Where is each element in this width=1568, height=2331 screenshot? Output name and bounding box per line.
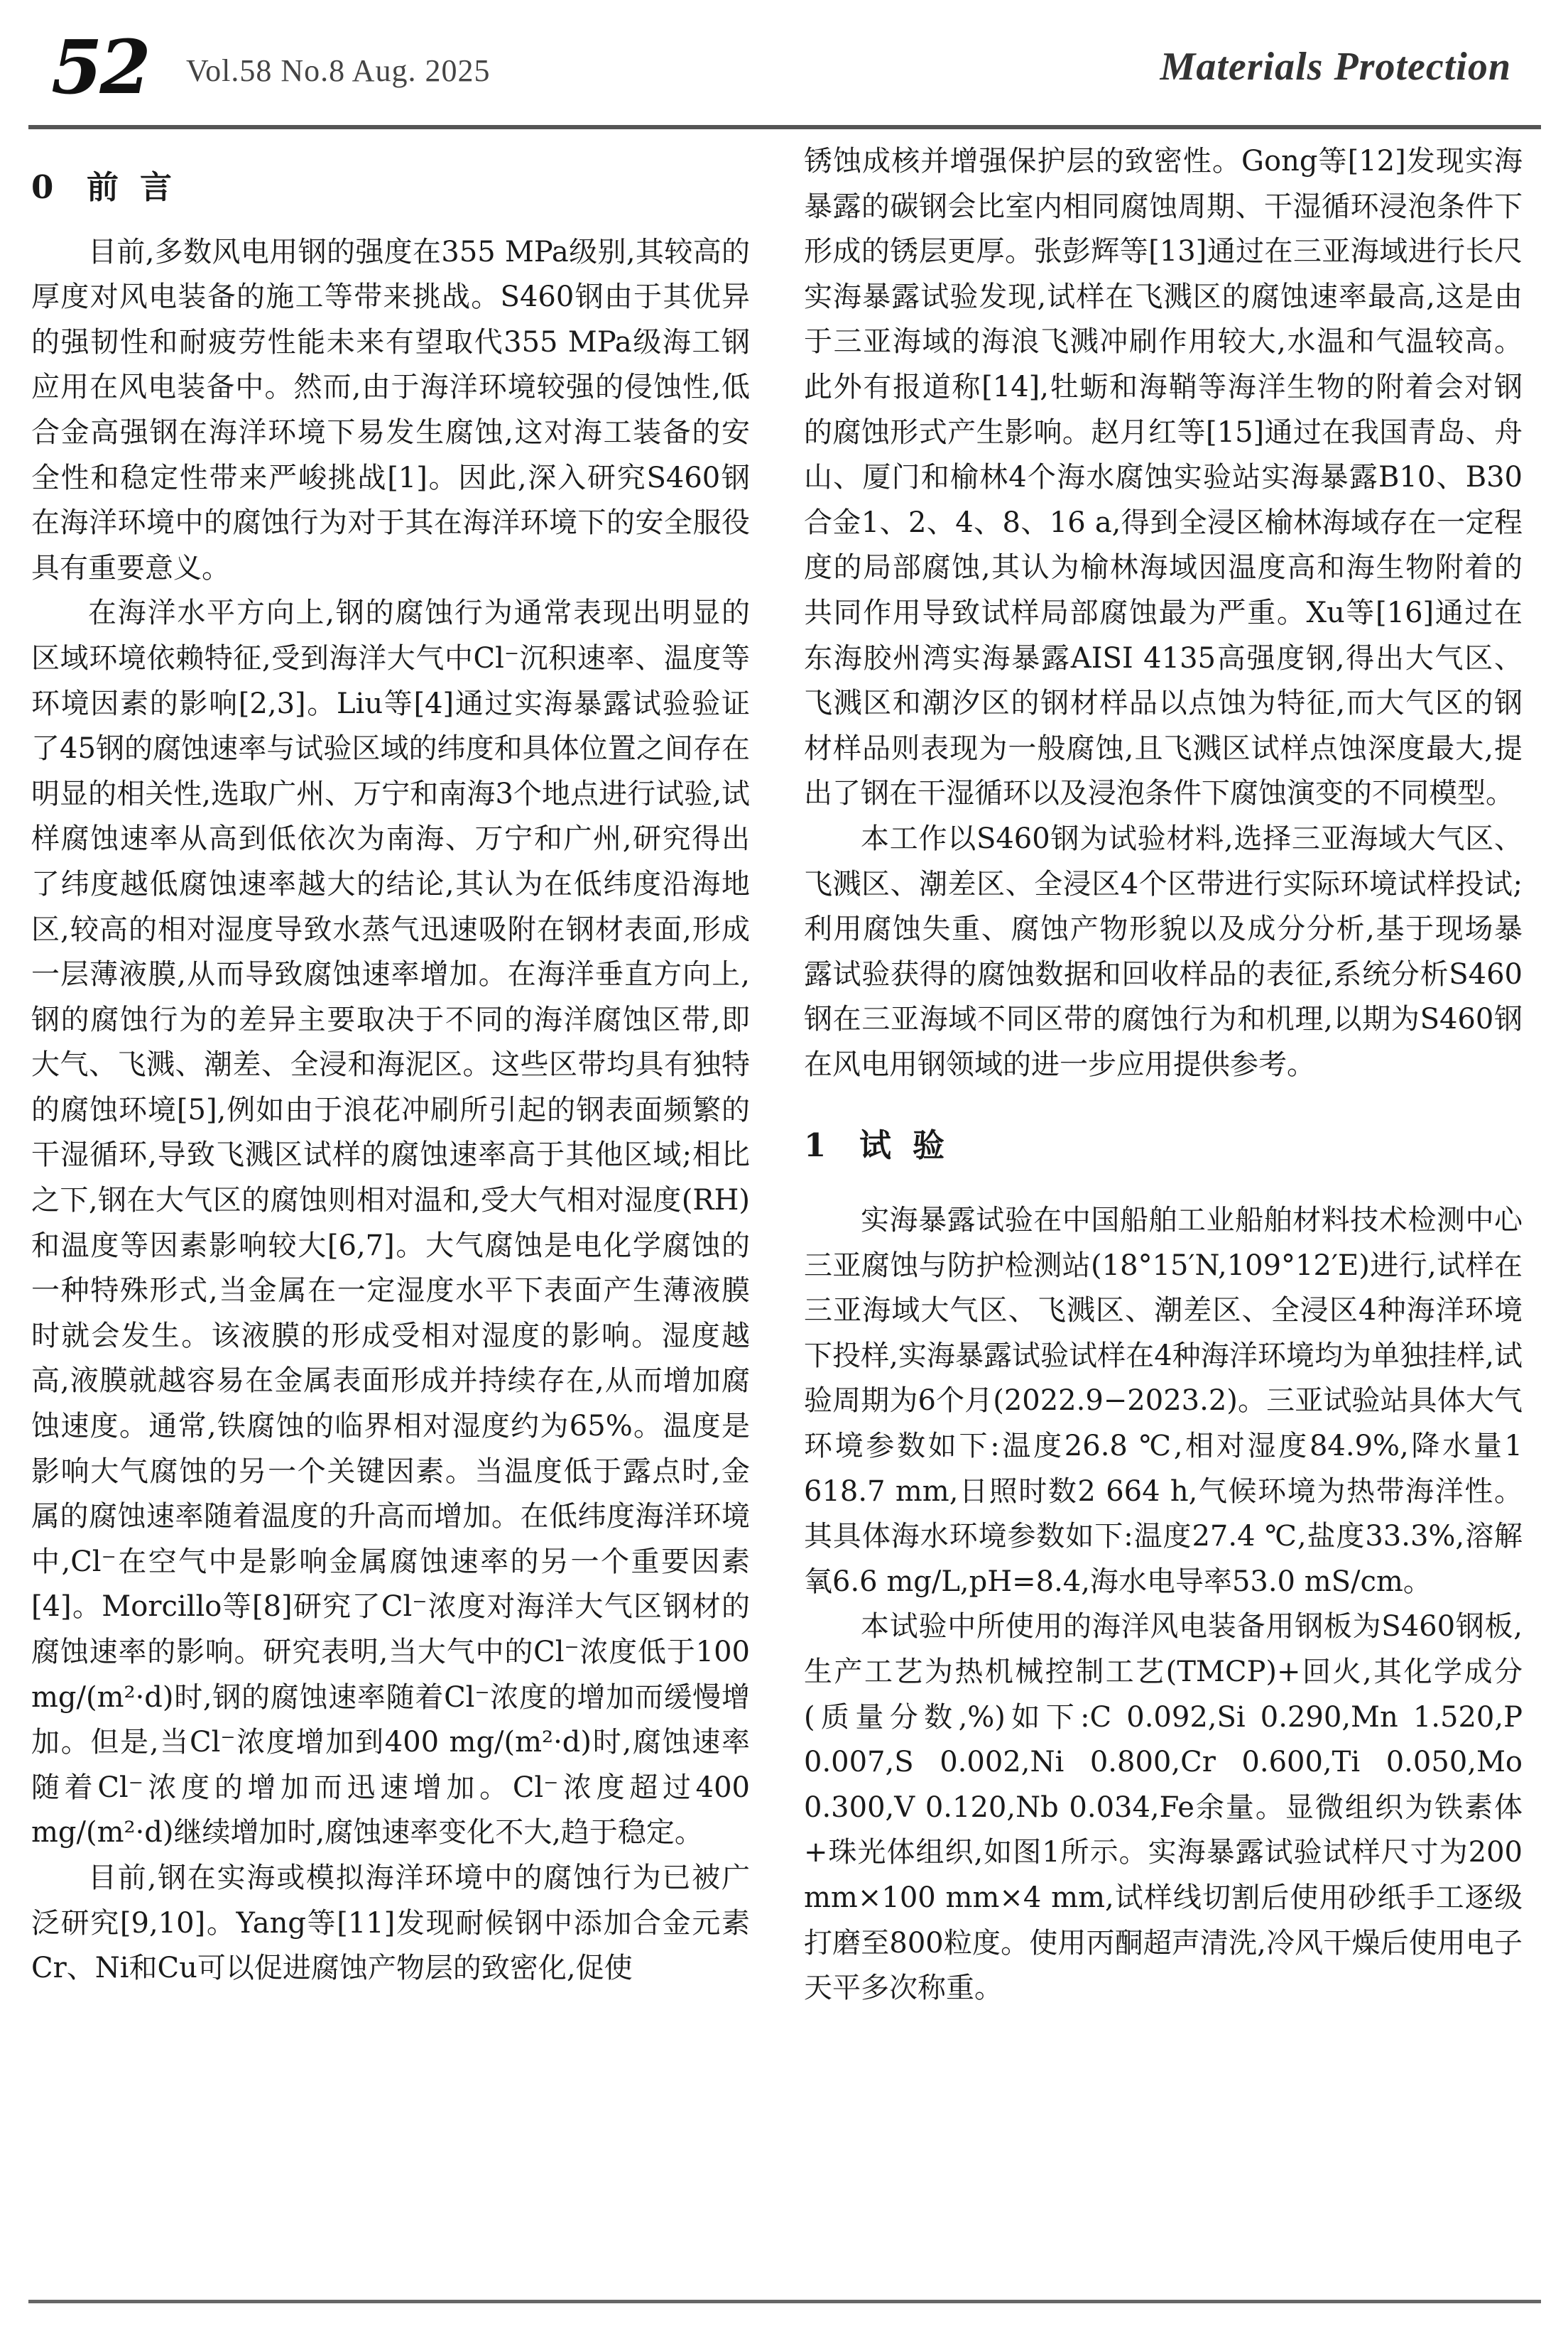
paragraph-continued: 锈蚀成核并增强保护层的致密性。Gong等[12]发现实海暴露的碳钢会比室内相同腐蚀周期、干湿循环浸泡条件下形成的锈层更厚。张彭辉等[13]通过在三亚海域进行长尺实海暴露试验发现,试样在飞溅区的腐蚀速率最高,这是由于三亚海域的海浪飞溅冲刷作用较大,水温和气温较高。此外有报道称[14],牡蛎和海鞘等海洋生物的附着会对钢的腐蚀形式产生影响。赵月红等[15]通过在我国青岛、舟山、厦门和榆林4个海水腐蚀实验站实海暴露B10、B30合金1、2、4、8、16 a,得到全浸区榆林海域存在一定程度的局部腐蚀,其认为榆林海域因温度高和海生物附着的共同作用导致试样局部腐蚀最为严重。Xu等[16]通过在东海胶州湾实海暴露AISI 4135高强度钢,得出大气区、飞溅区和潮汐区的钢材样品以点蚀为特征,而大气区的钢材样品则表现为一般腐蚀,且飞溅区试样点蚀深度最大,提出了钢在干湿循环以及浸泡条件下腐蚀演变的不同模型。	[804, 145, 1523, 810]
section-title: 试验	[859, 1126, 967, 1165]
section-title: 前言	[87, 168, 194, 206]
section-heading-intro	[31, 165, 750, 210]
footer-rule	[28, 2300, 1541, 2303]
section-number: 0	[31, 168, 54, 206]
paragraph: 本工作以S460钢为试验材料,选择三亚海域大气区、飞溅区、潮差区、全浸区4个区带进行实际环境试样投试;利用腐蚀失重、腐蚀产物形貌以及成分分析,基于现场暴露试验获得的腐蚀数据和回收样品的表征,系统分析S460钢在三亚海域不同区带的腐蚀行为和机理,以期为S460钢在风电用钢领域的进一步应用提供参考。	[804, 822, 1523, 1081]
section-heading-experiment	[804, 1123, 1523, 1168]
paragraph: 目前,多数风电用钢的强度在355 MPa级别,其较高的厚度对风电装备的施工等带来挑战。S460钢由于其优异的强韧性和耐疲劳性能未来有望取代355 MPa级海工钢应用在风电装备中。然而,由于海洋环境较强的侵蚀性,低合金高强钢在海洋环境下易发生腐蚀,这对海工装备的安全性和稳定性带来严峻挑战[1]。因此,深入研究S460钢在海洋环境中的腐蚀行为对于其在海洋环境下的安全服役具有重要意义。	[31, 235, 750, 585]
paragraph: 实海暴露试验在中国船舶工业船舶材料技术检测中心三亚腐蚀与防护检测站(18°15′N,109°12′E)进行,试样在三亚海域大气区、飞溅区、潮差区、全浸区4种海洋环境下投样,实海暴露试验试样在4种海洋环境均为单独挂样,试验周期为6个月(2022.9−2023.2)。三亚试验站具体大气环境参数如下:温度26.8 ℃,相对湿度84.9%,降水量1 618.7 mm,日照时数2 664 h,气候环境为热带海洋性。其具体海水环境参数如下:温度27.4 ℃,盐度33.3%,溶解氧6.6 mg/L,pH=8.4,海水电导率53.0 mS/cm。	[804, 1204, 1523, 1598]
right-column	[804, 139, 1523, 2011]
issue-info: Vol.58 No.8 Aug. 2025	[186, 53, 491, 88]
journal-name: Materials Protection	[1160, 45, 1511, 89]
section-number: 1	[804, 1126, 827, 1165]
page-number: 52	[51, 23, 148, 111]
left-column	[31, 139, 750, 1992]
paragraph: 本试验中所使用的海洋风电装备用钢板为S460钢板,生产工艺为热机械控制工艺(TMCP)+回火,其化学成分(质量分数,%)如下:C 0.092,Si 0.290,Mn 1.520,P 0.007,S 0.002,Ni 0.800,Cr 0.600,Ti 0.050,Mo 0.300,V 0.120,Nb 0.034,Fe余量。显微组织为铁素体+珠光体组织,如图1所示。实海暴露试验试样尺寸为200 mm×100 mm×4 mm,试样线切割后使用砂纸手工逐级打磨至800粒度。使用丙酮超声清洗,冷风干燥后使用电子天平多次称重。	[804, 1610, 1523, 2005]
page-header	[0, 0, 1568, 135]
paragraph: 在海洋水平方向上,钢的腐蚀行为通常表现出明显的区域环境依赖特征,受到海洋大气中Cl⁻沉积速率、温度等环境因素的影响[2,3]。Liu等[4]通过实海暴露试验验证了45钢的腐蚀速率与试验区域的纬度和具体位置之间存在明显的相关性,选取广州、万宁和南海3个地点进行试验,试样腐蚀速率从高到低依次为南海、万宁和广州,研究得出了纬度越低腐蚀速率越大的结论,其认为在低纬度沿海地区,较高的相对湿度导致水蒸气迅速吸附在钢材表面,形成一层薄液膜,从而导致腐蚀速率增加。在海洋垂直方向上,钢的腐蚀行为的差异主要取决于不同的海洋腐蚀区带,即大气、飞溅、潮差、全浸和海泥区。这些区带均具有独特的腐蚀环境[5],例如由于浪花冲刷所引起的钢表面频繁的干湿循环,导致飞溅区试样的腐蚀速率高于其他区域;相比之下,钢在大气区的腐蚀则相对温和,受大气相对湿度(RH)和温度等因素影响较大[6,7]。大气腐蚀是电化学腐蚀的一种特殊形式,当金属在一定湿度水平下表面产生薄液膜时就会发生。该液膜的形成受相对湿度的影响。湿度越高,液膜就越容易在金属表面形成并持续存在,从而增加腐蚀速度。通常,铁腐蚀的临界相对湿度约为65%。温度是影响大气腐蚀的另一个关键因素。当温度低于露点时,金属的腐蚀速率随着温度的升高而增加。在低纬度海洋环境中,Cl⁻在空气中是影响金属腐蚀速率的另一个重要因素[4]。Morcillo等[8]研究了Cl⁻浓度对海洋大气区钢材的腐蚀速率的影响。研究表明,当大气中的Cl⁻浓度低于100 mg/(m²·d)时,钢的腐蚀速率随着Cl⁻浓度的增加而缓慢增加。但是,当Cl⁻浓度增加到400 mg/(m²·d)时,腐蚀速率随着Cl⁻浓度的增加而迅速增加。Cl⁻浓度超过400 mg/(m²·d)继续增加时,腐蚀速率变化不大,趋于稳定。	[31, 597, 750, 1849]
header-rule	[28, 125, 1541, 129]
paragraph: 目前,钢在实海或模拟海洋环境中的腐蚀行为已被广泛研究[9,10]。Yang等[11]发现耐候钢中添加合金元素Cr、Ni和Cu可以促进腐蚀产物层的致密化,促使	[31, 1861, 750, 1985]
